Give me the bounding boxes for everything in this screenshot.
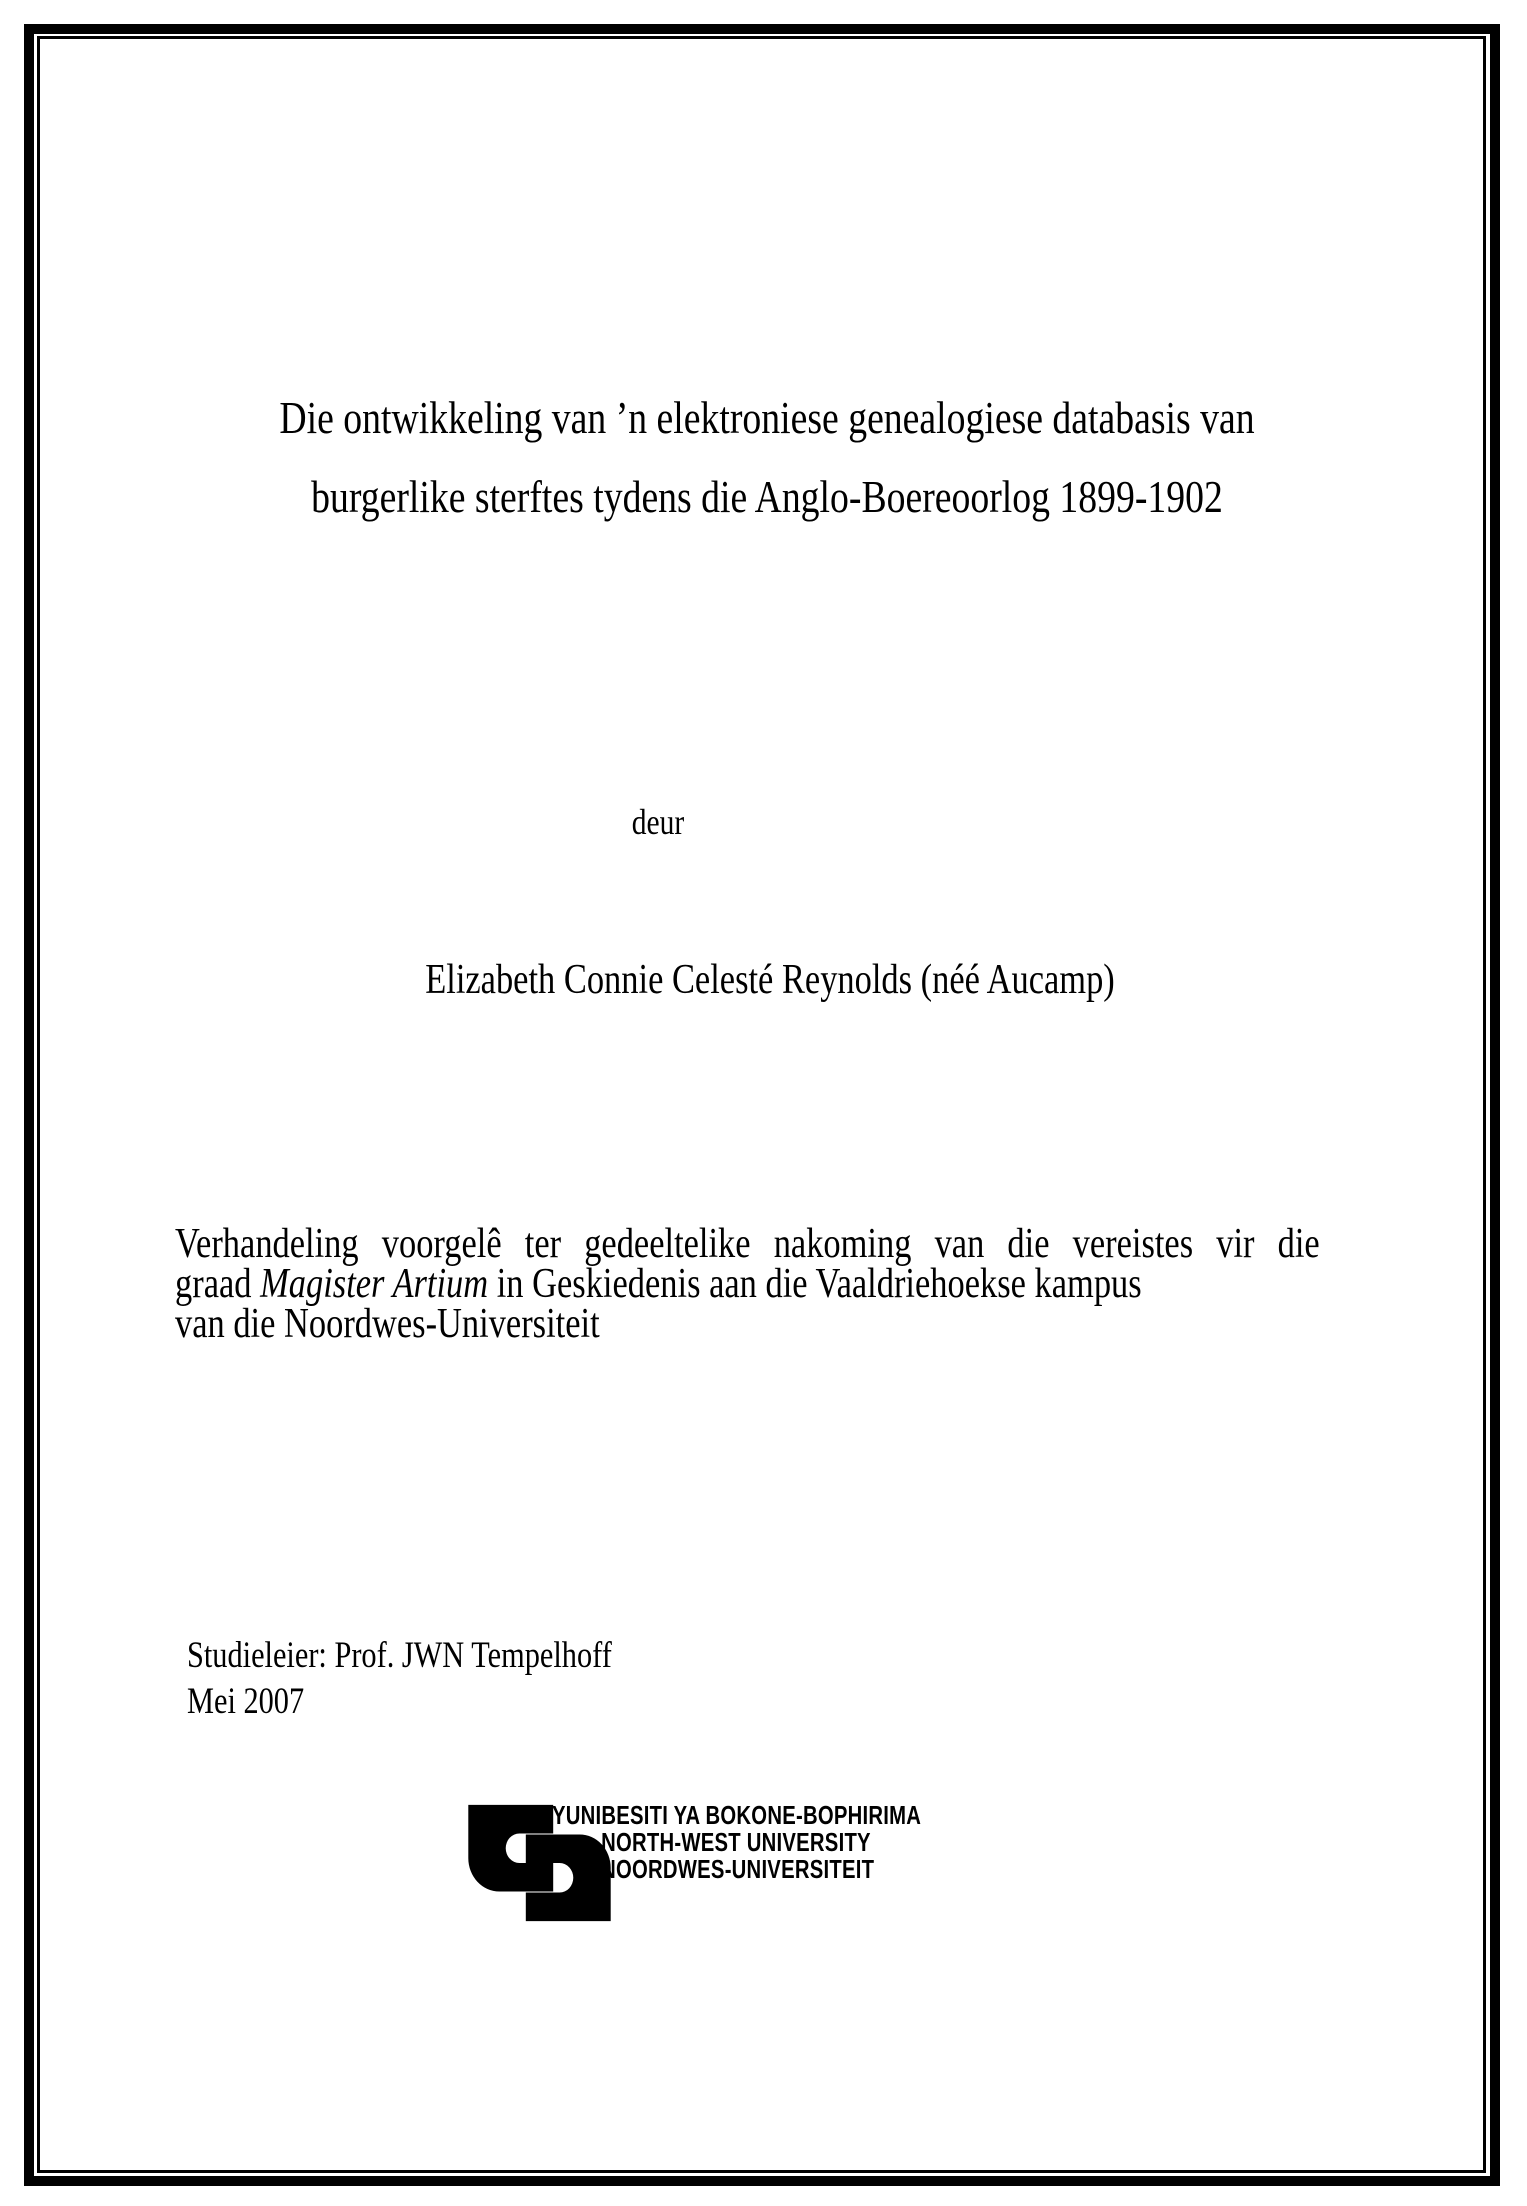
degree-statement-line-2 — [175, 1261, 1320, 1307]
thesis-title — [138, 378, 1396, 536]
degree-statement — [175, 1221, 1320, 1347]
university-logo-text — [552, 1802, 921, 1883]
logo-line-afrikaans: NOORDWES-UNIVERSITEIT — [601, 1854, 875, 1884]
degree-statement-line-1: Verhandeling voorgelê ter gedeeltelike nakoming van die vereistes vir die — [175, 1221, 1320, 1267]
logo-line-english: NORTH-WEST UNIVERSITY — [601, 1827, 871, 1857]
date-line: Mei 2007 — [187, 1681, 305, 1722]
thesis-title-line-1: Die ontwikkeling van ’n elektroniese genealogiese databasis van — [279, 392, 1255, 443]
degree-name-italic: Magister Artium — [260, 1261, 489, 1307]
logo-line-setswana: YUNIBESITI YA BOKONE-BOPHIRIMA — [552, 1800, 922, 1830]
author-name: Elizabeth Connie Celesté Reynolds (néé Aucamp) — [425, 957, 1115, 1003]
supervisor-line: Studieleier: Prof. JWN Tempelhoff — [187, 1635, 612, 1676]
degree-statement-line2-post: in Geskiedenis aan die Vaaldriehoekse kampus — [488, 1261, 1142, 1307]
byline-deur: deur — [631, 802, 685, 842]
thesis-title-line-2: burgerlike sterftes tydens die Anglo-Boereoorlog 1899-1902 — [311, 471, 1223, 522]
degree-statement-line2-pre: graad — [175, 1261, 261, 1307]
degree-statement-line-3: van die Noordwes-Universiteit — [175, 1301, 600, 1347]
supervisor-block — [187, 1633, 612, 1725]
